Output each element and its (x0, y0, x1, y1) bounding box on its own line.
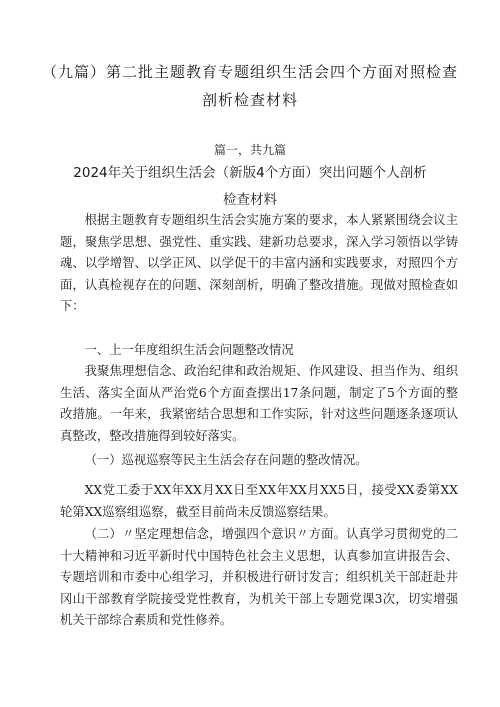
document-subtitle: 2024年关于组织生活会（新版4个方面）突出问题个人剖析检查材料 (73, 165, 427, 208)
document-title: （九篇）第二批主题教育专题组织生活会四个方面对照检查剖析检查材料 (41, 63, 458, 109)
section-heading-one: 一、上一年度组织生活会问题整改情况 (84, 343, 294, 357)
intro-paragraph: 根据主题教育专题组织生活会实施方案的要求，本人紧紧围绕会议主题，聚焦学思想、强党性、重实践、建新功总要求，深入学习领悟以学铸魂、以学增智、以学正风、以学促干的丰富内涵和实践要求，对照四个方面，认真检视存在的问题、深刻剖析，明确了整改措施。现做对照检查如下： (60, 213, 458, 313)
paragraph-three: （二）〃坚定理想信念，增强四个意识〃方面。认真学习贯彻党的二十大精神和习近平新时代中国特色社会主义思想，认真参加宣讲报告会、专题培训和市委中心组学习，并积极进行研讨发言；组织机关干部赶赴井冈山干部教育学院接受党性教育，为机关干部上专题党课3次，切实增强机关干部综合素质和党性修养。 (60, 527, 458, 627)
subsection-heading-one: （一）巡视巡察等民主生活会存在问题的整改情况。 (84, 453, 368, 467)
section-label: 篇一，共九篇 (213, 143, 286, 157)
paragraph-one: 我聚焦理想信念、政治纪律和政治规矩、作风建设、担当作为、组织生活、落实全面从严治党6个方面查摆出17条问题，制定了5个方面的整改措施。一年来，我紧密结合思想和工作实际，针对这些问题逐条逐项认真整改，整改措施得到较好落实。 (60, 364, 458, 443)
paragraph-two: XX党工委于XX年XX月XX日至XX年XX月XX5日，接受XX委第XX轮第XX巡察组巡察，截至目前尚未反馈巡察结果。 (60, 483, 458, 519)
